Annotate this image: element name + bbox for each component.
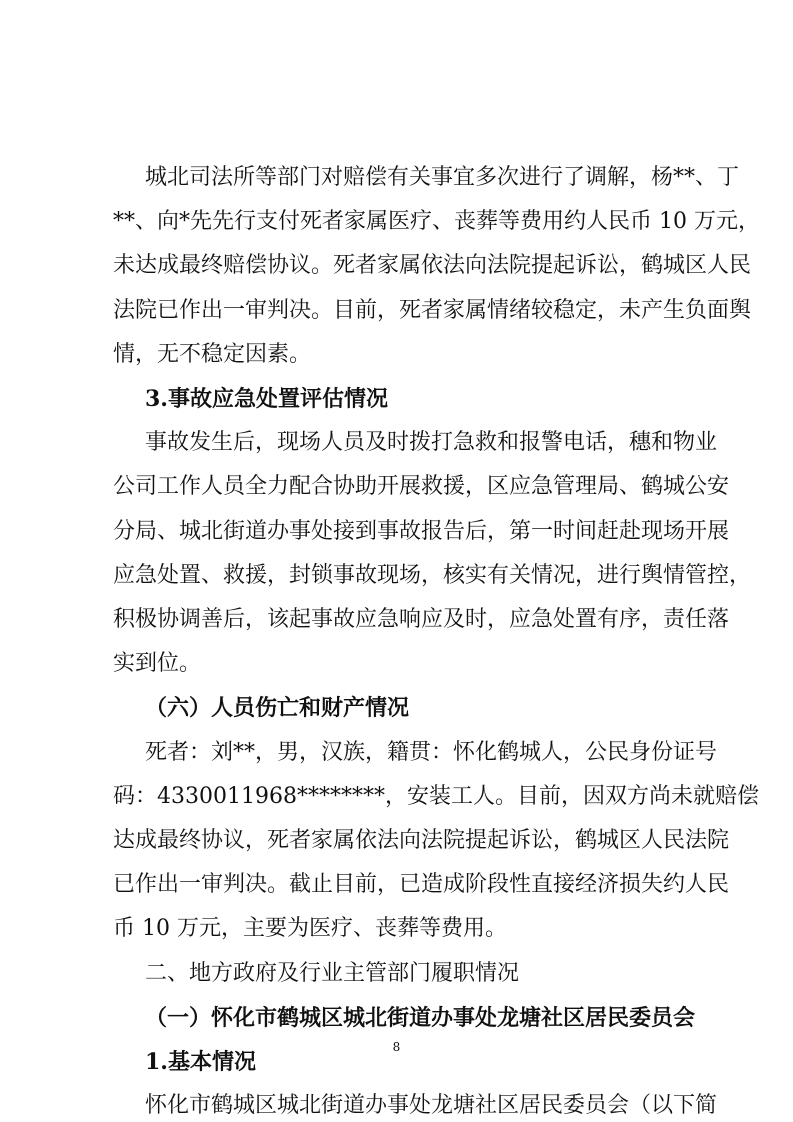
paragraph-line: 法院已作出一审判决。目前，死者家属情绪较稳定，未产生负面舆 xyxy=(113,297,752,323)
paragraph-line: **、向*先先行支付死者家属医疗、丧葬等费用约人民币 10 万元， xyxy=(113,209,760,235)
paragraph-line: 积极协调善后，该起事故应急响应及时，应急处置有序，责任落 xyxy=(113,607,730,632)
paragraph-line: 应急处置、救援，封锁事故现场，核实有关情况，进行舆情管控， xyxy=(113,562,752,588)
paragraph-line: 公司工作人员全力配合协助开展救援，区应急管理局、鹤城公安 xyxy=(113,474,730,500)
chapter-heading: 二、地方政府及行业主管部门履职情况 xyxy=(145,960,520,986)
section-heading: （一）怀化市鹤城区城北街道办事处龙塘社区居民委员会 xyxy=(145,1004,696,1031)
section-heading: （六）人员伤亡和财产情况 xyxy=(145,695,410,722)
section-heading: 3.事故应急处置评估情况 xyxy=(145,386,388,412)
paragraph-line: 实到位。 xyxy=(113,651,202,677)
paragraph-line: 已作出一审判决。截止目前，已造成阶段性直接经济损失约人民 xyxy=(113,872,730,898)
paragraph-line: 城北司法所等部门对赔偿有关事宜多次进行了调解，杨**、丁 xyxy=(145,165,740,190)
paragraph-line: 事故发生后，现场人员及时拨打急救和报警电话，穗和物业 xyxy=(145,430,718,456)
paragraph-line: 情，无不稳定因素。 xyxy=(113,341,312,367)
paragraph-line: 码：4330011968********，安装工人。目前，因双方尚未就赔偿 xyxy=(113,783,759,809)
paragraph-line: 死者：刘**，男，汉族，籍贯：怀化鹤城人，公民身份证号 xyxy=(145,739,718,765)
paragraph-line: 未达成最终赔偿协议。死者家属依法向法院提起诉讼，鹤城区人民 xyxy=(113,253,752,279)
paragraph-line: 分局、城北街道办事处接到事故报告后，第一时间赶赴现场开展 xyxy=(113,518,730,544)
page-number: 8 xyxy=(392,1040,401,1054)
paragraph-line: 怀化市鹤城区城北街道办事处龙塘社区居民委员会（以下简 xyxy=(145,1093,718,1119)
paragraph-line: 币 10 万元，主要为医疗、丧葬等费用。 xyxy=(113,916,507,942)
paragraph-line: 达成最终协议，死者家属依法向法院提起诉讼，鹤城区人民法院 xyxy=(113,828,730,853)
section-heading: 1.基本情况 xyxy=(145,1049,256,1075)
